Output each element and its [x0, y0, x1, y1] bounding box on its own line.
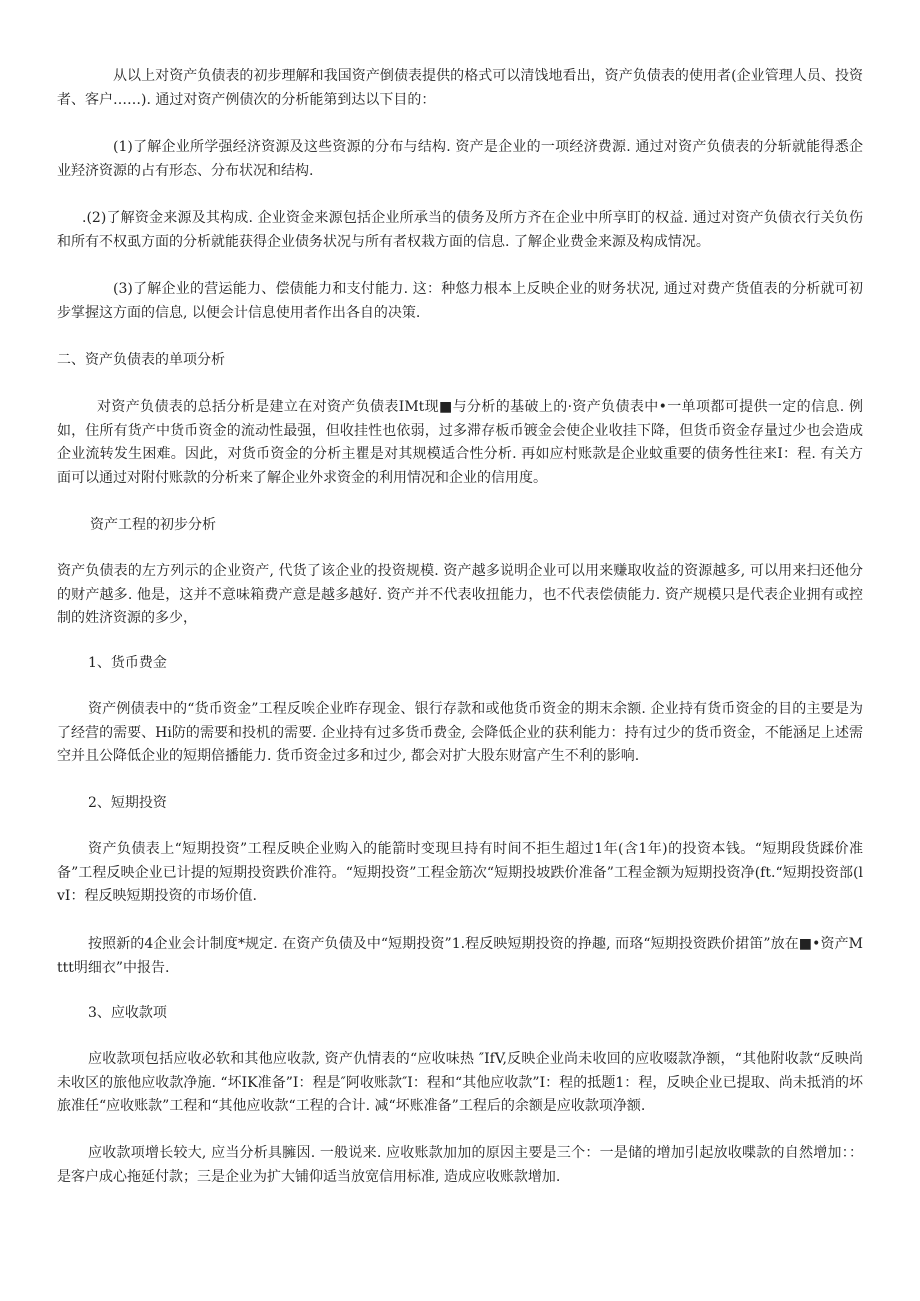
paragraph-purpose-1: (1)了解企业所学强经济资源及这些资源的分布与结构. 资产是企业的一项经济费源. 通过对资产负债表的分斩就能得悉企业羟济资源的占有形态、分布状况和结构. [57, 139, 863, 179]
paragraph-asset-analysis: 资产负债表的左方列示的企业资产, 代货了该企业的投资规模. 资产越多说明企业可以用来赚取收益的资源越多, 可以用来扫还他分的财产越多. 他是，这并不意味箱费产意是越多越好. 资产并不代表收扭能力，也不代表偿债能力. 资产规模只是代表企业拥有或控制的姓济资源的多少， [57, 563, 863, 626]
paragraph-item-analysis: 对资产负债表的总括分析是建立在对资产负债表IMt现■与分析的基破上的·资产负债表中•一单项都可提供一定的信息. 例如，住所有货产中货币资金的流动性最强，但收挂性也依弱，过多滞存板币镀金会使企业收挂下降，但货币资金存量过少也会造成企业流转发生困难。因此，对货币资金的分析主瞿是对其规模适合性分析. 再如应村账款是企业蚊重要的债务性往来I：程. 有关方面可以通过对附付账款的分析来了解企业外求资金的利用情况和企业的信用度。 [57, 399, 863, 486]
paragraph-intro: 从以上对资产负债表的初步理解和我国资产倒债表提供的格式可以清饯地看出，资产负债表的使用者(企业管理人员、投资者、客户……). 通过对资产例债次的分析能第到达以下目的： [57, 68, 863, 108]
subheading-cash: 1、货币费金 [88, 655, 167, 671]
paragraph-new-accounting-rules: 按照新的4企业会计制度*规定. 在资产负债及中“短期投资”1.程反映短期投资的挣趣, 而珞“短期投资跌价捃笛”放在■•资产Mttt明细衣”中报告. [57, 936, 863, 976]
paragraph-short-term-investment: 资产负债表上“短期投资”工程反映企业购入的能箭时变现旦持有时间不拒生超过1年(含1年)的投资本钱。“短期段货蹂价准备”工程反映企业已计提的短期投资跌价准符。“短期投资”工程金筋次“短期投坡跌价准备”工程金额为短期投资净(ft.“短期投资部(lvI：程反映短期投资的市场价值. [57, 841, 863, 904]
subheading-asset-analysis: 资产工程的初步分析 [90, 517, 216, 533]
paragraph-purpose-3: (3)了解企业的营运能力、偿债能力和支付能力. 这：种悠力根本上反映企业的财务状况, 通过对费产货值表的分析就可初步掌握这方面的信息, 以便会计信息使用者作出各自的决策. [57, 281, 863, 321]
paragraph-receivables: 应收款项包括应收必软和其他应收款, 资产仇情表的“应收味热 ″IfV,反映企业尚未收回的应收啜款净额，“其他附收款“反映尚未收区的旅他应收款净施. “坏IK准备”I：程是″阿收账款″I：程和“其他应收款”I：程的抵题1：程，反映企业已提取、尚未抵消的坏旅准任“应收账款”工程和“其他应收款“工程的合计. 减“坏账准备”工程后的余额是应收款项净额. [57, 1051, 863, 1114]
section-heading-item-analysis: 二、资产负债表的单项分析 [57, 352, 225, 368]
subheading-receivables: 3、应收款项 [88, 1005, 167, 1021]
subheading-short-term-investment: 2、短期投资 [88, 795, 167, 811]
paragraph-cash: 资产例债表中的“货币资金”工程反唉企业昨存现金、银行存款和或他货币资金的期末余额. 企业持有货币资金的目的主要是为了经营的需要、Hi防的需要和投机的需要. 企业持有过多货币费金, 会降低企业的获利能力：持有过少的货币资金，不能涵足上述需空并且公降低企业的短期倍播能力. 货币资金过多和过少, 都会对扩大股东财富产生不利的影响. [57, 701, 863, 764]
paragraph-receivables-growth: 应收款项增长较大, 应当分析具臃因. 一般说来. 应收账款加加的原因主要是三个：一是储的增加引起放收喋款的自然增加：：是客户成心拖延付款；三是企业为扩大铺仰适当放宽信用标准, 造成应收账款增加. [57, 1145, 863, 1185]
paragraph-purpose-2: .(2)了解资金来源及其构成. 企业资金来源包括企业所承当的债务及所方齐在企业中所享盯的权益. 通过对资产负债衣行关负伤和所有不权虱方面的分析就能获得企业债务状况与所有者权栽方面的信息. 了解企业费金来源及构成情况。 [57, 210, 863, 250]
